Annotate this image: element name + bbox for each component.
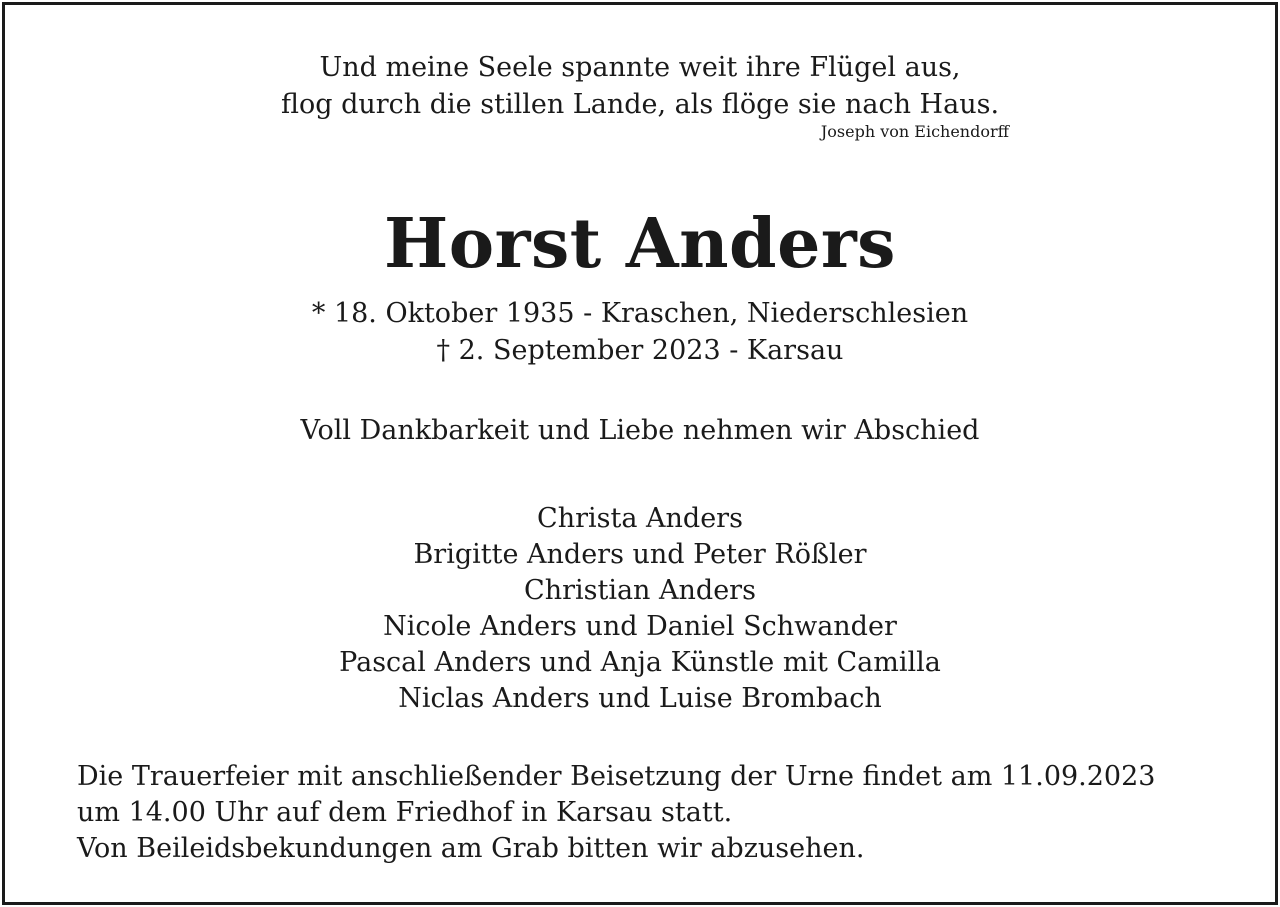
death-date: † 2. September 2023 - Karsau — [436, 335, 844, 366]
mourner: Christian Anders — [524, 575, 756, 606]
notice-line: um 14.00 Uhr auf dem Friedhof in Karsau statt. — [77, 797, 733, 828]
mourners-list — [5, 501, 1275, 717]
mourner: Nicole Anders und Daniel Schwander — [383, 611, 897, 642]
notice-line: Von Beileidsbekundungen am Grab bitten wir abzusehen. — [77, 833, 865, 864]
life-dates — [5, 295, 1275, 369]
mourner: Christa Anders — [537, 503, 743, 534]
mourner: Brigitte Anders und Peter Rößler — [413, 539, 867, 570]
farewell-text: Voll Dankbarkeit und Liebe nehmen wir Abschied — [300, 415, 980, 446]
birth-date: * 18. Oktober 1935 - Kraschen, Niederschlesien — [311, 298, 969, 329]
mourner: Niclas Anders und Luise Brombach — [398, 683, 882, 714]
obituary-notice — [2, 2, 1278, 905]
funeral-notice — [77, 759, 1255, 867]
motto-line: flog durch die stillen Lande, als flöge sie nach Haus. — [280, 89, 1000, 120]
motto-line: Und meine Seele spannte weit ihre Flügel aus, — [319, 52, 961, 83]
motto-author: Joseph von Eichendorff — [820, 122, 1009, 141]
motto-quote — [5, 49, 1275, 123]
mourner: Pascal Anders und Anja Künstle mit Camilla — [339, 647, 941, 678]
notice-line: Die Trauerfeier mit anschließender Beisetzung der Urne findet am 11.09.2023 — [77, 761, 1156, 792]
deceased-name: Horst Anders — [384, 204, 896, 284]
